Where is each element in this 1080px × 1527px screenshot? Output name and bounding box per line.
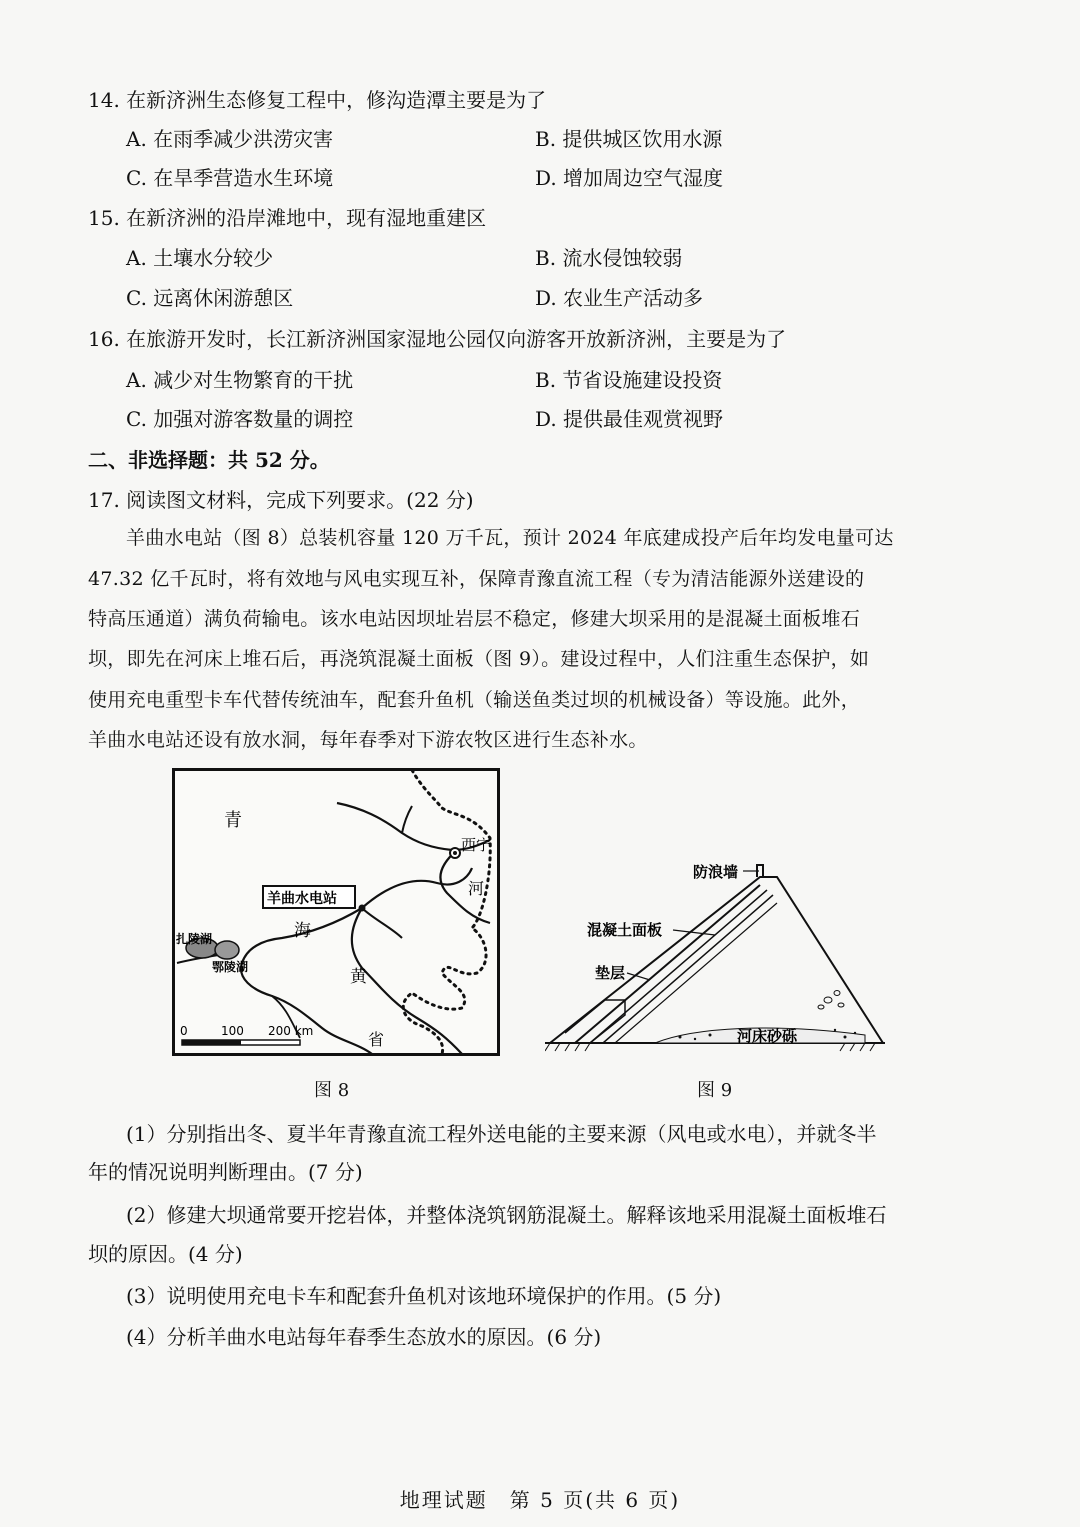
q16-stem: 16. 在旅游开发时，长江新济洲国家湿地公园仅向游客开放新济洲，主要是为了 — [88, 327, 787, 351]
q14-option-b[interactable]: B. 提供城区饮用水源 — [535, 127, 723, 151]
q17-sub1-line2: 年的情况说明判断理由。(7 分) — [88, 1160, 363, 1184]
map-label-he: 河 — [468, 879, 485, 898]
q17-sub2-line1: (2）修建大坝通常要开挖岩体，并整体浇筑钢筋混凝土。解释该地采用混凝土面板堆石 — [126, 1203, 887, 1227]
q17-paragraph-line: 特高压通道）满负荷输电。该水电站因坝址岩层不稳定，修建大坝采用的是混凝土面板堆石 — [88, 608, 861, 630]
dam-label-cushion: 垫层 — [595, 964, 626, 982]
q14-option-a[interactable]: A. 在雨季减少洪涝灾害 — [126, 127, 334, 151]
map-label-hai: 海 — [294, 921, 311, 941]
map-label-station: 羊曲水电站 — [267, 891, 337, 907]
q15-stem: 15. 在新济洲的沿岸滩地中，现有湿地重建区 — [88, 206, 487, 230]
dam-label-concrete-slab: 混凝土面板 — [587, 921, 663, 939]
map-label-eling-lake: 鄂陵湖 — [212, 960, 249, 974]
map-label-huang: 黄 — [350, 967, 367, 987]
q16-option-a[interactable]: A. 减少对生物繁育的干扰 — [126, 368, 354, 392]
q16-option-c[interactable]: C. 加强对游客数量的调控 — [126, 407, 354, 431]
q16-option-d[interactable]: D. 提供最佳观赏视野 — [535, 407, 724, 431]
q14-option-c[interactable]: C. 在旱季营造水生环境 — [126, 166, 334, 190]
q17-paragraph-line: 羊曲水电站还设有放水洞，每年春季对下游农牧区进行生态补水。 — [88, 729, 648, 751]
dam-label-wave-wall: 防浪墙 — [693, 863, 739, 881]
figure-9-caption: 图 9 — [697, 1080, 733, 1101]
q17-paragraph-line: 羊曲水电站（图 8）总装机容量 120 万千瓦，预计 2024 年底建成投产后年均发电量可达 — [126, 527, 894, 549]
q17-sub1-line1: (1）分别指出冬、夏半年青豫直流工程外送电能的主要来源（风电或水电），并就冬半 — [126, 1122, 877, 1146]
q17-sub2-line2: 坝的原因。(4 分) — [88, 1242, 243, 1266]
figure-9-dam-section — [545, 855, 890, 1055]
map-label-zaling-lake: 扎陵湖 — [176, 932, 213, 946]
figure-8-map — [172, 768, 500, 1056]
scale-label-100: 100 — [221, 1024, 244, 1038]
q17-paragraph-line: 47.32 亿千瓦时，将有效地与风电实现互补，保障青豫直流工程（专为清洁能源外送建设的 — [88, 568, 865, 590]
q14-stem: 14. 在新济洲生态修复工程中，修沟造潭主要是为了 — [88, 88, 547, 112]
q17-sub4: (4）分析羊曲水电站每年春季生态放水的原因。(6 分) — [126, 1325, 602, 1349]
scale-label-0: 0 — [180, 1024, 188, 1038]
map-label-qing: 青 — [224, 810, 242, 831]
q17-sub3: (3）说明使用充电卡车和配套升鱼机对该地环境保护的作用。(5 分) — [126, 1284, 722, 1308]
map-label-xining: 西宁 — [461, 836, 492, 854]
q15-option-d[interactable]: D. 农业生产活动多 — [535, 286, 704, 310]
q17-stem: 17. 阅读图文材料，完成下列要求。(22 分) — [88, 488, 474, 512]
figure-8-caption: 图 8 — [314, 1080, 350, 1101]
q16-option-b[interactable]: B. 节省设施建设投资 — [535, 368, 723, 392]
q14-option-d[interactable]: D. 增加周边空气湿度 — [535, 166, 724, 190]
q17-paragraph-line: 使用充电重型卡车代替传统油车，配套升鱼机（输送鱼类过坝的机械设备）等设施。此外， — [88, 689, 861, 711]
q17-paragraph-line: 坝，即先在河床上堆石后，再浇筑混凝土面板（图 9）。建设过程中，人们注重生态保护，如 — [88, 648, 870, 670]
dam-label-gravel: 河床砂砾 — [737, 1027, 798, 1045]
section-heading: 二、非选择题：共 52 分。 — [88, 448, 330, 472]
q15-option-a[interactable]: A. 土壤水分较少 — [126, 246, 274, 270]
page-footer: 地理试题 第 5 页(共 6 页) — [399, 1488, 681, 1512]
scale-label-200: 200 km — [268, 1024, 314, 1038]
map-label-sheng: 省 — [368, 1030, 385, 1049]
q15-option-c[interactable]: C. 远离休闲游憩区 — [126, 286, 294, 310]
q15-option-b[interactable]: B. 流水侵蚀较弱 — [535, 246, 683, 270]
